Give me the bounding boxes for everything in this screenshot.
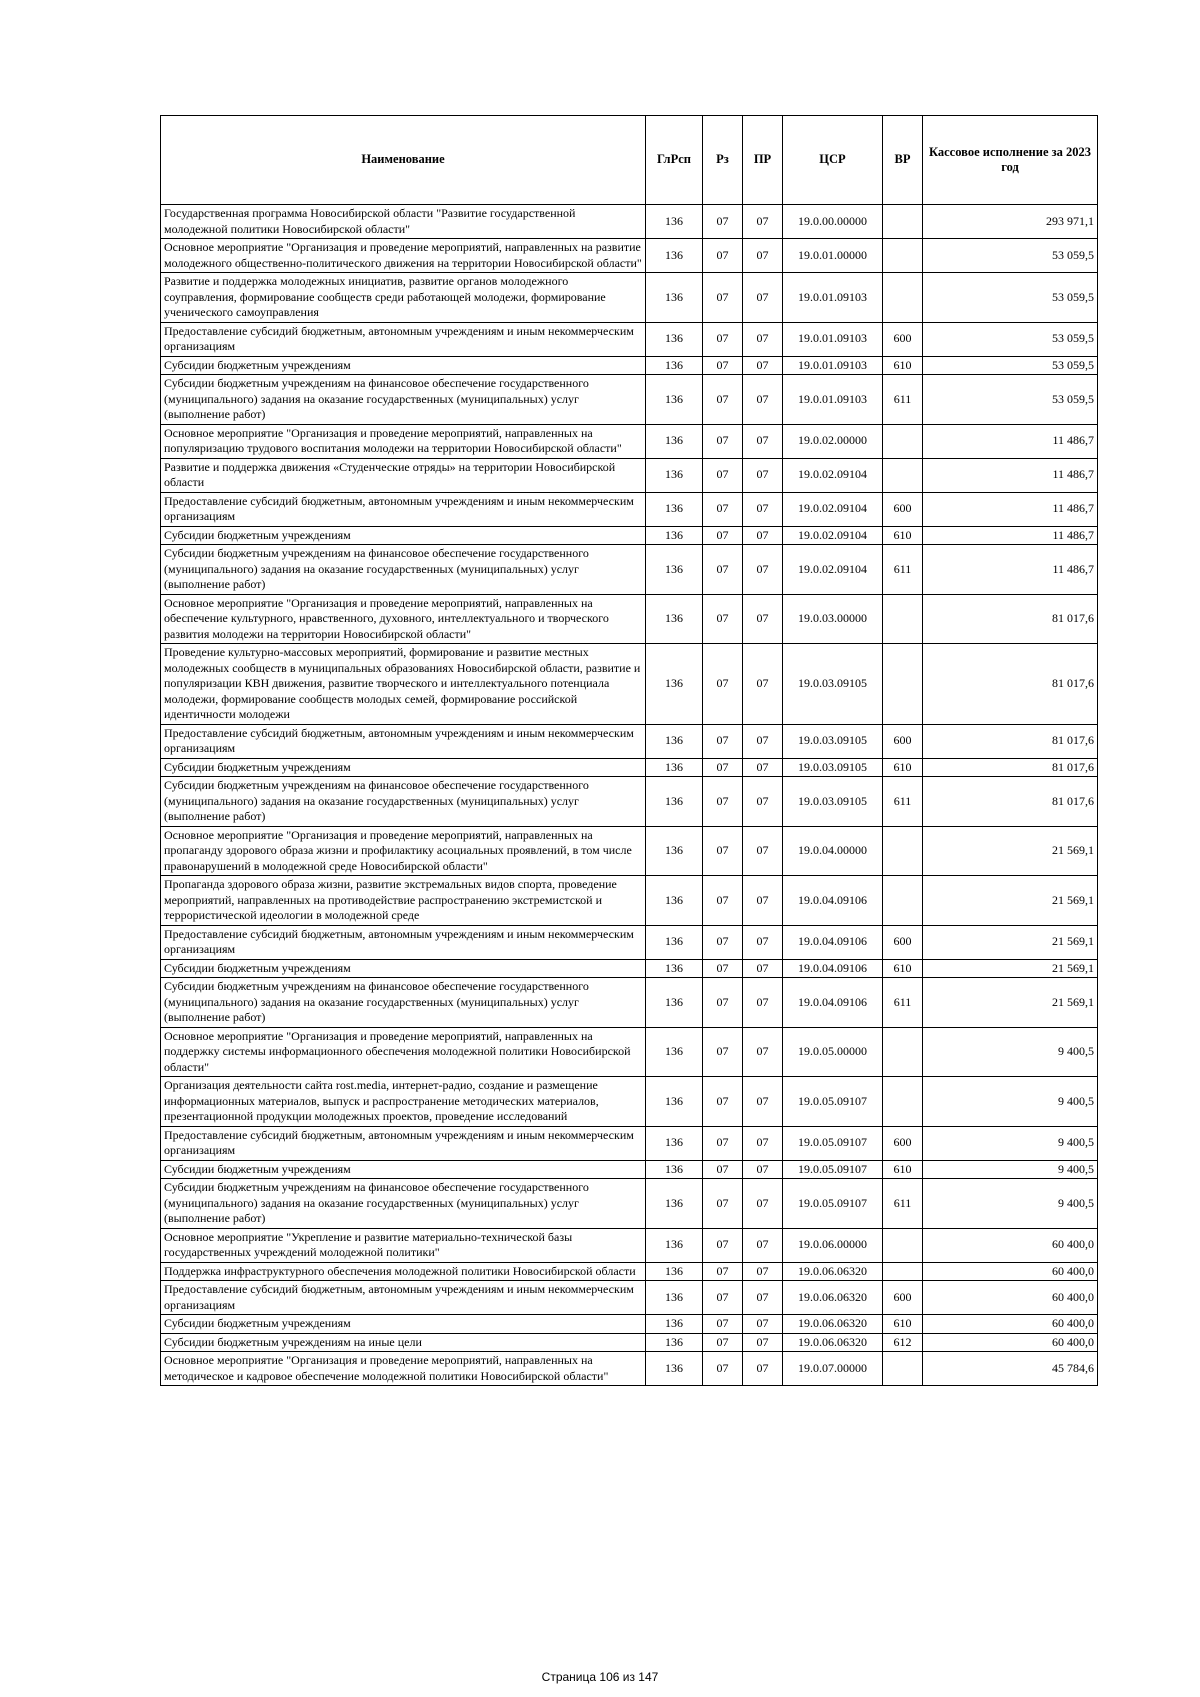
cell-vr bbox=[883, 594, 923, 644]
cell-amount: 53 059,5 bbox=[923, 356, 1098, 375]
cell-vr: 611 bbox=[883, 545, 923, 595]
cell-csr: 19.0.04.09106 bbox=[783, 959, 883, 978]
cell-pr: 07 bbox=[743, 959, 783, 978]
table-row bbox=[161, 356, 1098, 375]
cell-pr: 07 bbox=[743, 644, 783, 725]
cell-name: Проведение культурно-массовых мероприятий, формирование и развитие местных молодежных сообществ в муниципальных образованиях Новосибирской области, развитие и популяризации КВН движения, развитие творческого и интеллектуального потенциала молодежи, формирование сообществ молодых семей, формирование российской идентичности молодежи bbox=[161, 644, 646, 725]
cell-rz: 07 bbox=[703, 1179, 743, 1229]
cell-glrsp: 136 bbox=[646, 1228, 703, 1262]
cell-csr: 19.0.02.09104 bbox=[783, 492, 883, 526]
cell-rz: 07 bbox=[703, 375, 743, 425]
cell-pr: 07 bbox=[743, 239, 783, 273]
cell-rz: 07 bbox=[703, 1315, 743, 1334]
cell-glrsp: 136 bbox=[646, 594, 703, 644]
header-pr: ПР bbox=[743, 116, 783, 205]
cell-rz: 07 bbox=[703, 1281, 743, 1315]
table-row bbox=[161, 1027, 1098, 1077]
cell-glrsp: 136 bbox=[646, 375, 703, 425]
cell-pr: 07 bbox=[743, 1179, 783, 1229]
cell-vr: 600 bbox=[883, 322, 923, 356]
cell-amount: 21 569,1 bbox=[923, 826, 1098, 876]
cell-glrsp: 136 bbox=[646, 644, 703, 725]
cell-name: Развитие и поддержка движения «Студенческие отряды» на территории Новосибирской области bbox=[161, 458, 646, 492]
cell-pr: 07 bbox=[743, 458, 783, 492]
table-row bbox=[161, 925, 1098, 959]
cell-csr: 19.0.05.09107 bbox=[783, 1126, 883, 1160]
cell-name: Предоставление субсидий бюджетным, автономным учреждениям и иным некоммерческим организациям bbox=[161, 322, 646, 356]
cell-name: Пропаганда здорового образа жизни, развитие экстремальных видов спорта, проведение мероприятий, направленных на противодействие распространению экстремистской и террористической идеологии в молодежной среде bbox=[161, 876, 646, 926]
cell-rz: 07 bbox=[703, 826, 743, 876]
cell-csr: 19.0.05.09107 bbox=[783, 1160, 883, 1179]
header-vr: ВР bbox=[883, 116, 923, 205]
cell-glrsp: 136 bbox=[646, 876, 703, 926]
cell-glrsp: 136 bbox=[646, 492, 703, 526]
cell-vr: 610 bbox=[883, 356, 923, 375]
cell-rz: 07 bbox=[703, 273, 743, 323]
cell-glrsp: 136 bbox=[646, 322, 703, 356]
cell-glrsp: 136 bbox=[646, 356, 703, 375]
cell-glrsp: 136 bbox=[646, 205, 703, 239]
cell-name: Субсидии бюджетным учреждениям bbox=[161, 1315, 646, 1334]
cell-rz: 07 bbox=[703, 1027, 743, 1077]
cell-csr: 19.0.01.09103 bbox=[783, 356, 883, 375]
table-row bbox=[161, 1262, 1098, 1281]
cell-pr: 07 bbox=[743, 1281, 783, 1315]
table-row bbox=[161, 777, 1098, 827]
header-rz: Рз bbox=[703, 116, 743, 205]
cell-amount: 60 400,0 bbox=[923, 1333, 1098, 1352]
cell-csr: 19.0.06.06320 bbox=[783, 1315, 883, 1334]
cell-pr: 07 bbox=[743, 1027, 783, 1077]
table-row bbox=[161, 424, 1098, 458]
cell-glrsp: 136 bbox=[646, 273, 703, 323]
cell-name: Субсидии бюджетным учреждениям bbox=[161, 526, 646, 545]
cell-rz: 07 bbox=[703, 1228, 743, 1262]
cell-name: Основное мероприятие "Организация и проведение мероприятий, направленных на развитие молодежного общественно-политического движения на территории Новосибирской области" bbox=[161, 239, 646, 273]
cell-amount: 9 400,5 bbox=[923, 1027, 1098, 1077]
cell-name: Предоставление субсидий бюджетным, автономным учреждениям и иным некоммерческим организациям bbox=[161, 925, 646, 959]
cell-csr: 19.0.00.00000 bbox=[783, 205, 883, 239]
header-glrsp: ГлРсп bbox=[646, 116, 703, 205]
cell-csr: 19.0.06.06320 bbox=[783, 1262, 883, 1281]
cell-csr: 19.0.04.09106 bbox=[783, 876, 883, 926]
cell-amount: 11 486,7 bbox=[923, 526, 1098, 545]
cell-amount: 11 486,7 bbox=[923, 424, 1098, 458]
table-row bbox=[161, 205, 1098, 239]
cell-csr: 19.0.04.09106 bbox=[783, 978, 883, 1028]
cell-csr: 19.0.03.09105 bbox=[783, 758, 883, 777]
cell-amount: 293 971,1 bbox=[923, 205, 1098, 239]
table-row bbox=[161, 1228, 1098, 1262]
cell-glrsp: 136 bbox=[646, 1315, 703, 1334]
cell-rz: 07 bbox=[703, 205, 743, 239]
cell-csr: 19.0.01.09103 bbox=[783, 322, 883, 356]
cell-pr: 07 bbox=[743, 876, 783, 926]
cell-glrsp: 136 bbox=[646, 724, 703, 758]
cell-rz: 07 bbox=[703, 1333, 743, 1352]
cell-rz: 07 bbox=[703, 526, 743, 545]
cell-amount: 45 784,6 bbox=[923, 1352, 1098, 1386]
table-row bbox=[161, 1281, 1098, 1315]
cell-vr bbox=[883, 273, 923, 323]
cell-csr: 19.0.06.06320 bbox=[783, 1333, 883, 1352]
cell-name: Субсидии бюджетным учреждениям на финансовое обеспечение государственного (муниципального) задания на оказание государственных (муниципальных) услуг (выполнение работ) bbox=[161, 777, 646, 827]
cell-pr: 07 bbox=[743, 826, 783, 876]
cell-amount: 60 400,0 bbox=[923, 1228, 1098, 1262]
cell-rz: 07 bbox=[703, 239, 743, 273]
cell-rz: 07 bbox=[703, 1160, 743, 1179]
cell-name: Субсидии бюджетным учреждениям bbox=[161, 758, 646, 777]
cell-name: Поддержка инфраструктурного обеспечения молодежной политики Новосибирской области bbox=[161, 1262, 646, 1281]
cell-vr bbox=[883, 239, 923, 273]
cell-vr bbox=[883, 1077, 923, 1127]
cell-pr: 07 bbox=[743, 1077, 783, 1127]
cell-pr: 07 bbox=[743, 594, 783, 644]
cell-pr: 07 bbox=[743, 424, 783, 458]
cell-pr: 07 bbox=[743, 1228, 783, 1262]
table-row bbox=[161, 239, 1098, 273]
cell-name: Развитие и поддержка молодежных инициатив, развитие органов молодежного соуправления, формирование сообществ среди работающей молодежи, формирование ученического самоуправления bbox=[161, 273, 646, 323]
cell-name: Основное мероприятие "Организация и проведение мероприятий, направленных на методическое и кадровое обеспечение молодежной политики Новосибирской области" bbox=[161, 1352, 646, 1386]
cell-name: Основное мероприятие "Организация и проведение мероприятий, направленных на обеспечение культурного, нравственного, духовного, интеллектуального и творческого развития молодежи на территории Новосибирской области" bbox=[161, 594, 646, 644]
cell-pr: 07 bbox=[743, 777, 783, 827]
cell-pr: 07 bbox=[743, 1333, 783, 1352]
cell-glrsp: 136 bbox=[646, 526, 703, 545]
cell-rz: 07 bbox=[703, 959, 743, 978]
cell-amount: 53 059,5 bbox=[923, 239, 1098, 273]
cell-csr: 19.0.02.00000 bbox=[783, 424, 883, 458]
cell-glrsp: 136 bbox=[646, 925, 703, 959]
cell-csr: 19.0.05.09107 bbox=[783, 1179, 883, 1229]
table-row bbox=[161, 594, 1098, 644]
cell-name: Основное мероприятие "Организация и проведение мероприятий, направленных на пропаганду здорового образа жизни и профилактику асоциальных проявлений, в том числе правонарушений в молодежной среде Новосибирской области" bbox=[161, 826, 646, 876]
table-row bbox=[161, 458, 1098, 492]
header-amount: Кассовое исполнение за 2023 год bbox=[923, 116, 1098, 205]
cell-amount: 9 400,5 bbox=[923, 1077, 1098, 1127]
cell-amount: 21 569,1 bbox=[923, 959, 1098, 978]
cell-name: Организация деятельности сайта rost.media, интернет-радио, создание и размещение информационных материалов, выпуск и распространение методических материалов, презентационной продукции молодежных проектов, проведение исследований bbox=[161, 1077, 646, 1127]
table-row bbox=[161, 758, 1098, 777]
table-row bbox=[161, 526, 1098, 545]
cell-pr: 07 bbox=[743, 758, 783, 777]
cell-pr: 07 bbox=[743, 1315, 783, 1334]
cell-amount: 81 017,6 bbox=[923, 758, 1098, 777]
cell-csr: 19.0.02.09104 bbox=[783, 526, 883, 545]
cell-csr: 19.0.07.00000 bbox=[783, 1352, 883, 1386]
cell-vr bbox=[883, 826, 923, 876]
table-row bbox=[161, 978, 1098, 1028]
table-row bbox=[161, 1315, 1098, 1334]
table-row bbox=[161, 492, 1098, 526]
cell-amount: 60 400,0 bbox=[923, 1281, 1098, 1315]
cell-csr: 19.0.01.09103 bbox=[783, 375, 883, 425]
cell-pr: 07 bbox=[743, 322, 783, 356]
cell-pr: 07 bbox=[743, 205, 783, 239]
cell-vr bbox=[883, 205, 923, 239]
cell-amount: 81 017,6 bbox=[923, 724, 1098, 758]
cell-glrsp: 136 bbox=[646, 424, 703, 458]
cell-rz: 07 bbox=[703, 322, 743, 356]
cell-name: Основное мероприятие "Организация и проведение мероприятий, направленных на поддержку системы информационного обеспечения молодежной политики Новосибирской области" bbox=[161, 1027, 646, 1077]
cell-name: Основное мероприятие "Организация и проведение мероприятий, направленных на популяризацию трудового воспитания молодежи на территории Новосибирской области" bbox=[161, 424, 646, 458]
cell-amount: 9 400,5 bbox=[923, 1160, 1098, 1179]
cell-vr bbox=[883, 876, 923, 926]
cell-vr: 610 bbox=[883, 959, 923, 978]
cell-amount: 21 569,1 bbox=[923, 925, 1098, 959]
cell-csr: 19.0.05.00000 bbox=[783, 1027, 883, 1077]
table-row bbox=[161, 724, 1098, 758]
cell-name: Субсидии бюджетным учреждениям bbox=[161, 959, 646, 978]
cell-glrsp: 136 bbox=[646, 1179, 703, 1229]
cell-rz: 07 bbox=[703, 925, 743, 959]
table-row bbox=[161, 1352, 1098, 1386]
cell-vr: 610 bbox=[883, 526, 923, 545]
cell-amount: 81 017,6 bbox=[923, 594, 1098, 644]
table-row bbox=[161, 826, 1098, 876]
cell-csr: 19.0.03.09105 bbox=[783, 777, 883, 827]
cell-glrsp: 136 bbox=[646, 959, 703, 978]
cell-csr: 19.0.01.09103 bbox=[783, 273, 883, 323]
cell-vr: 600 bbox=[883, 925, 923, 959]
cell-glrsp: 136 bbox=[646, 1262, 703, 1281]
cell-name: Субсидии бюджетным учреждениям на финансовое обеспечение государственного (муниципального) задания на оказание государственных (муниципальных) услуг (выполнение работ) bbox=[161, 978, 646, 1028]
cell-name: Субсидии бюджетным учреждениям bbox=[161, 356, 646, 375]
cell-pr: 07 bbox=[743, 1126, 783, 1160]
cell-csr: 19.0.04.09106 bbox=[783, 925, 883, 959]
cell-rz: 07 bbox=[703, 1126, 743, 1160]
cell-name: Субсидии бюджетным учреждениям на финансовое обеспечение государственного (муниципального) задания на оказание государственных (муниципальных) услуг (выполнение работ) bbox=[161, 1179, 646, 1229]
cell-rz: 07 bbox=[703, 644, 743, 725]
cell-name: Предоставление субсидий бюджетным, автономным учреждениям и иным некоммерческим организациям bbox=[161, 724, 646, 758]
cell-pr: 07 bbox=[743, 492, 783, 526]
cell-pr: 07 bbox=[743, 925, 783, 959]
cell-pr: 07 bbox=[743, 375, 783, 425]
cell-glrsp: 136 bbox=[646, 1077, 703, 1127]
cell-name: Предоставление субсидий бюджетным, автономным учреждениям и иным некоммерческим организациям bbox=[161, 1126, 646, 1160]
cell-rz: 07 bbox=[703, 424, 743, 458]
cell-amount: 21 569,1 bbox=[923, 876, 1098, 926]
cell-vr bbox=[883, 1262, 923, 1281]
cell-pr: 07 bbox=[743, 1160, 783, 1179]
budget-table bbox=[160, 115, 1098, 1386]
cell-csr: 19.0.03.09105 bbox=[783, 644, 883, 725]
cell-rz: 07 bbox=[703, 545, 743, 595]
cell-vr: 610 bbox=[883, 1160, 923, 1179]
table-row bbox=[161, 273, 1098, 323]
cell-vr: 611 bbox=[883, 777, 923, 827]
cell-vr bbox=[883, 424, 923, 458]
cell-csr: 19.0.06.00000 bbox=[783, 1228, 883, 1262]
cell-rz: 07 bbox=[703, 876, 743, 926]
table-body bbox=[161, 205, 1098, 1386]
cell-csr: 19.0.04.00000 bbox=[783, 826, 883, 876]
cell-amount: 53 059,5 bbox=[923, 375, 1098, 425]
cell-vr: 611 bbox=[883, 1179, 923, 1229]
cell-vr bbox=[883, 1352, 923, 1386]
cell-vr: 612 bbox=[883, 1333, 923, 1352]
cell-vr bbox=[883, 458, 923, 492]
header-csr: ЦСР bbox=[783, 116, 883, 205]
cell-csr: 19.0.02.09104 bbox=[783, 458, 883, 492]
cell-glrsp: 136 bbox=[646, 978, 703, 1028]
cell-csr: 19.0.05.09107 bbox=[783, 1077, 883, 1127]
cell-glrsp: 136 bbox=[646, 1333, 703, 1352]
cell-name: Основное мероприятие "Укрепление и развитие материально-технической базы государственных учреждений молодежной политики" bbox=[161, 1228, 646, 1262]
cell-amount: 60 400,0 bbox=[923, 1315, 1098, 1334]
cell-amount: 11 486,7 bbox=[923, 545, 1098, 595]
cell-rz: 07 bbox=[703, 724, 743, 758]
cell-vr: 600 bbox=[883, 492, 923, 526]
cell-csr: 19.0.02.09104 bbox=[783, 545, 883, 595]
cell-vr: 610 bbox=[883, 758, 923, 777]
table-row bbox=[161, 959, 1098, 978]
cell-glrsp: 136 bbox=[646, 777, 703, 827]
table-row bbox=[161, 375, 1098, 425]
cell-amount: 81 017,6 bbox=[923, 777, 1098, 827]
cell-glrsp: 136 bbox=[646, 1160, 703, 1179]
cell-pr: 07 bbox=[743, 526, 783, 545]
cell-rz: 07 bbox=[703, 594, 743, 644]
cell-name: Субсидии бюджетным учреждениям на иные цели bbox=[161, 1333, 646, 1352]
cell-glrsp: 136 bbox=[646, 1352, 703, 1386]
cell-vr: 610 bbox=[883, 1315, 923, 1334]
cell-name: Предоставление субсидий бюджетным, автономным учреждениям и иным некоммерческим организациям bbox=[161, 1281, 646, 1315]
cell-rz: 07 bbox=[703, 777, 743, 827]
cell-amount: 60 400,0 bbox=[923, 1262, 1098, 1281]
cell-rz: 07 bbox=[703, 356, 743, 375]
cell-amount: 81 017,6 bbox=[923, 644, 1098, 725]
cell-glrsp: 136 bbox=[646, 1126, 703, 1160]
cell-glrsp: 136 bbox=[646, 826, 703, 876]
table-row bbox=[161, 1333, 1098, 1352]
cell-vr: 611 bbox=[883, 375, 923, 425]
cell-rz: 07 bbox=[703, 978, 743, 1028]
header-name: Наименование bbox=[161, 116, 646, 205]
cell-vr bbox=[883, 1027, 923, 1077]
table-row bbox=[161, 644, 1098, 725]
cell-glrsp: 136 bbox=[646, 1027, 703, 1077]
cell-vr: 611 bbox=[883, 978, 923, 1028]
cell-pr: 07 bbox=[743, 273, 783, 323]
cell-amount: 11 486,7 bbox=[923, 458, 1098, 492]
cell-pr: 07 bbox=[743, 724, 783, 758]
cell-csr: 19.0.01.00000 bbox=[783, 239, 883, 273]
cell-amount: 21 569,1 bbox=[923, 978, 1098, 1028]
cell-glrsp: 136 bbox=[646, 1281, 703, 1315]
cell-pr: 07 bbox=[743, 978, 783, 1028]
cell-csr: 19.0.03.00000 bbox=[783, 594, 883, 644]
cell-rz: 07 bbox=[703, 1352, 743, 1386]
cell-amount: 53 059,5 bbox=[923, 273, 1098, 323]
cell-rz: 07 bbox=[703, 492, 743, 526]
cell-name: Предоставление субсидий бюджетным, автономным учреждениям и иным некоммерческим организациям bbox=[161, 492, 646, 526]
cell-amount: 9 400,5 bbox=[923, 1126, 1098, 1160]
table-row bbox=[161, 322, 1098, 356]
cell-name: Субсидии бюджетным учреждениям на финансовое обеспечение государственного (муниципального) задания на оказание государственных (муниципальных) услуг (выполнение работ) bbox=[161, 545, 646, 595]
cell-pr: 07 bbox=[743, 545, 783, 595]
cell-vr bbox=[883, 1228, 923, 1262]
cell-vr: 600 bbox=[883, 724, 923, 758]
cell-name: Государственная программа Новосибирской области "Развитие государственной молодежной политики Новосибирской области" bbox=[161, 205, 646, 239]
table-row bbox=[161, 545, 1098, 595]
cell-rz: 07 bbox=[703, 1077, 743, 1127]
cell-amount: 11 486,7 bbox=[923, 492, 1098, 526]
cell-glrsp: 136 bbox=[646, 545, 703, 595]
cell-amount: 53 059,5 bbox=[923, 322, 1098, 356]
cell-rz: 07 bbox=[703, 1262, 743, 1281]
cell-glrsp: 136 bbox=[646, 758, 703, 777]
cell-vr: 600 bbox=[883, 1281, 923, 1315]
cell-pr: 07 bbox=[743, 1262, 783, 1281]
table-row bbox=[161, 1126, 1098, 1160]
cell-rz: 07 bbox=[703, 758, 743, 777]
cell-glrsp: 136 bbox=[646, 239, 703, 273]
cell-vr: 600 bbox=[883, 1126, 923, 1160]
cell-pr: 07 bbox=[743, 356, 783, 375]
cell-pr: 07 bbox=[743, 1352, 783, 1386]
cell-amount: 9 400,5 bbox=[923, 1179, 1098, 1229]
table-row bbox=[161, 1179, 1098, 1229]
cell-name: Субсидии бюджетным учреждениям на финансовое обеспечение государственного (муниципального) задания на оказание государственных (муниципальных) услуг (выполнение работ) bbox=[161, 375, 646, 425]
table-header-row bbox=[161, 116, 1098, 205]
document-page bbox=[160, 115, 1097, 1386]
cell-vr bbox=[883, 644, 923, 725]
cell-rz: 07 bbox=[703, 458, 743, 492]
cell-csr: 19.0.06.06320 bbox=[783, 1281, 883, 1315]
table-row bbox=[161, 876, 1098, 926]
table-row bbox=[161, 1160, 1098, 1179]
cell-name: Субсидии бюджетным учреждениям bbox=[161, 1160, 646, 1179]
cell-glrsp: 136 bbox=[646, 458, 703, 492]
cell-csr: 19.0.03.09105 bbox=[783, 724, 883, 758]
table-row bbox=[161, 1077, 1098, 1127]
page-number: Страница 106 из 147 bbox=[541, 1670, 659, 1684]
